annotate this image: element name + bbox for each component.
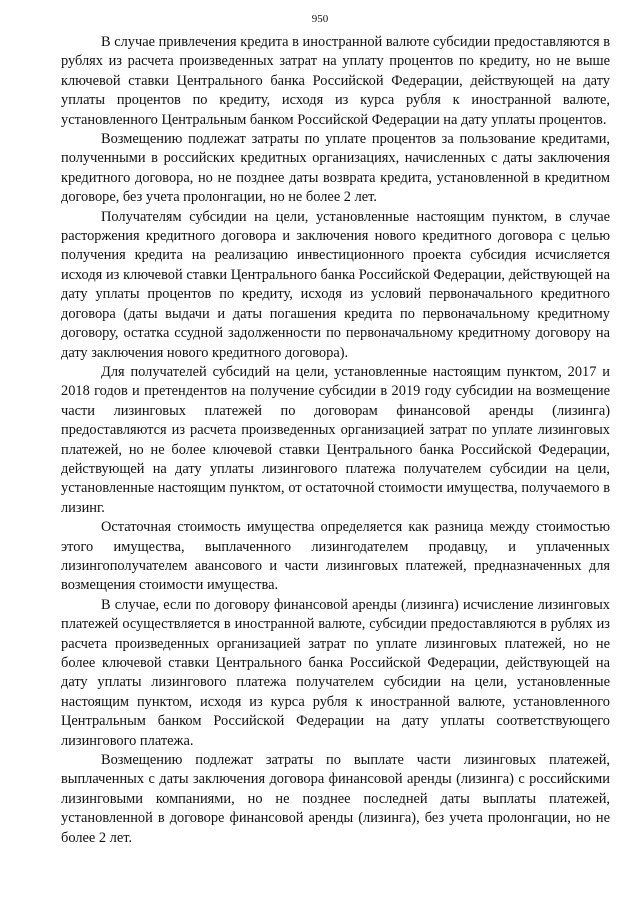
paragraph-leasing-subsidies: Для получателей субсидий на цели, установленные настоящим пунктом, 2017 и 2018 годов и претендентов на получение субсидии в 2019 году субсидии на возмещение части лизинговых платежей по договорам финансовой аренды (лизинга) предоставляются из расчета произведенных организацией затрат по уплате лизинговых платежей, но не более ключевой ставки Центрального банка Российской Федерации, действующей на дату уплаты лизингового платежа получателем субсидии на цели, установленные настоящим пунктом, от остаточной стоимости имущества, получаемого в лизинг. — [61, 363, 610, 516]
document-body — [61, 33, 610, 848]
paragraph-residual-value: Остаточная стоимость имущества определяется как разница между стоимостью этого имущества, выплаченного лизингодателем продавцу, и уплаченных лизингополучателем авансового и части лизинговых платежей, предназначенных для возмещения стоимости имущества. — [61, 519, 610, 594]
paragraph-foreign-currency-credit: В случае привлечения кредита в иностранной валюте субсидии предоставляются в рублях из расчета произведенных затрат на уплату процентов по кредиту, но не выше ключевой ставки Центрального банка Российской Федерации, действующей на дату уплаты процентов по кредиту, исходя из курса рубля к иностранной валюте, установленного Центральным банком Российской Федерации на дату уплаты процентов. — [61, 34, 610, 128]
page-number: 950 — [311, 13, 329, 25]
paragraph-interest-reimbursement: Возмещению подлежат затраты по уплате процентов за пользование кредитами, полученными в российских кредитных организациях, начисленных с даты заключения кредитного договора, но не позднее даты возврата кредита, установленной в кредитном договоре, без учета пролонгации, но не более 2 лет. — [61, 131, 610, 206]
paragraph-leasing-reimbursement: Возмещению подлежат затраты по выплате части лизинговых платежей, выплаченных с даты заключения договора финансовой аренды (лизинга) с российскими лизинговыми компаниями, но не позднее последней даты выплаты платежей, установленной в договоре финансовой аренды (лизинга), без учета пролонгации, но не более 2 лет. — [61, 752, 610, 846]
paragraph-foreign-currency-leasing: В случае, если по договору финансовой аренды (лизинга) исчисление лизинговых платежей осуществляется в иностранной валюте, субсидии предоставляются в рублях из расчета произведенных организацией затрат по уплате лизинговых платежей, но не более ключевой ставки Центрального банка Российской Федерации, действующей на дату уплаты лизингового платежа получателем субсидии на цели, установленные настоящим пунктом, исходя из курса рубля к иностранной валюте, установленного Центральным банком Российской Федерации на дату уплаты соответствующего лизингового платежа. — [61, 596, 610, 749]
paragraph-credit-contract-termination: Получателям субсидии на цели, установленные настоящим пунктом, в случае расторжения кредитного договора и заключения нового кредитного договора с целью получения кредита на реализацию инвестиционного проекта субсидия исчисляется исходя из ключевой ставки Центрального банка Российской Федерации, действующей на дату уплаты процентов по кредиту, исходя из условий первоначального кредитного договора (даты выдачи и даты погашения кредита по первоначальному кредитному договору, остатка ссудной задолженности по первоначальному кредитному договору на дату заключения нового кредитного договора). — [61, 208, 610, 361]
